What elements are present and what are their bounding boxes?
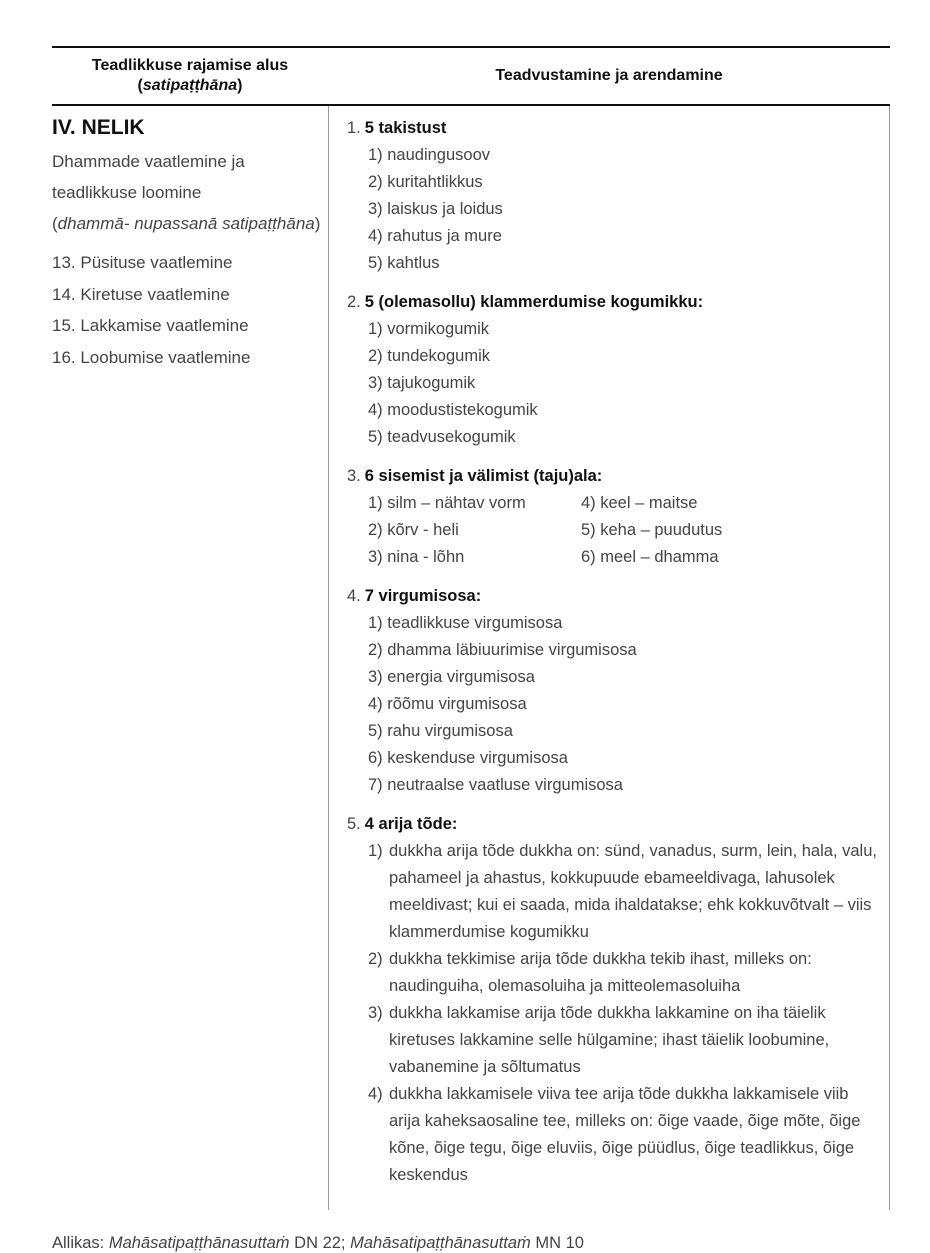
list-item: 5) keha – puudutus — [581, 521, 723, 539]
list-item: 4) keel – maitse — [581, 494, 698, 512]
group-awakening-factors — [347, 583, 889, 799]
list-item: 4) rõõmu virgumisosa — [368, 695, 527, 713]
left-column — [52, 106, 328, 1210]
list-row — [347, 517, 889, 544]
list-item: 4) rahutus ja mure — [368, 227, 502, 245]
list-item: 5) rahu virgumisosa — [368, 722, 513, 740]
table-header — [52, 46, 890, 106]
group-hindrances — [347, 115, 889, 277]
header-left-term: (satipaṭṭhāna) — [137, 77, 243, 94]
source-footer: Allikas: Mahāsatipaṭṭhānasuttaṁ DN 22; Mahāsatipaṭṭhānasuttaṁ MN 10 — [52, 1234, 584, 1252]
group-title: 5. 4 arija tõde: — [347, 815, 458, 833]
list-item: 13. Püsituse vaatlemine — [52, 253, 233, 272]
list-item: 2) dhamma läbiuurimise virgumisosa — [368, 641, 637, 659]
list-row — [347, 544, 889, 571]
group-title: 4. 7 virgumisosa: — [347, 587, 482, 605]
list-item: 1) vormikogumik — [368, 320, 490, 338]
group-title: 3. 6 sisemist ja välimist (taju)ala: — [347, 467, 603, 485]
list-item: 3) dukkha lakkamise arija tõde dukkha lakkamine on iha täielik kiretuses lakkamine selle hülgamine; ihast täielik loobumine, vabanemine ja sõltumatus — [368, 1004, 830, 1076]
header-left-title: Teadlikkuse rajamise alus — [91, 57, 289, 74]
list-item: 3) nina - lõhn — [368, 548, 465, 566]
right-column — [328, 106, 890, 1210]
list-item: 15. Lakkamise vaatlemine — [52, 316, 249, 335]
list-item: 14. Kiretuse vaatlemine — [52, 284, 230, 304]
list-item: 5) kahtlus — [368, 254, 440, 272]
list-item: 2) kõrv - heli — [368, 521, 459, 539]
table-body — [52, 106, 890, 1210]
list-item: 7) neutraalse vaatluse virgumisosa — [368, 776, 623, 794]
header-left — [52, 48, 328, 104]
table — [52, 46, 890, 1210]
list-item: 3) laiskus ja loidus — [368, 200, 503, 218]
group-title: 2. 5 (olemasollu) klammerdumise kogumikku: — [347, 293, 704, 311]
list-item: 1) teadlikkuse virgumisosa — [368, 614, 563, 632]
header-right: Teadvustamine ja arendamine — [495, 67, 723, 84]
list-item: 2) dukkha tekkimise arija tõde dukkha tekib ihast, milleks on: naudinguiha, olemasoluiha ja mitteolemasoluiha — [368, 950, 812, 995]
list-item: 6) meel – dhamma — [581, 548, 719, 566]
list-item: 3) tajukogumik — [368, 374, 476, 392]
list-item: 16. Loobumise vaatlemine — [52, 347, 251, 367]
list-item: 1) dukkha arija tõde dukkha on: sünd, vanadus, surm, lein, hala, valu, pahameel ja ahastus, kokkupuude ebameeldivaga, lahusolek meeldivast; kui ei saada, mida ihaldatakse; ehk kokkuvõtvalt – viis klammerdumise kogumikku — [368, 842, 877, 941]
group-noble-truths — [347, 811, 889, 1189]
list-item: 1) naudingusoov — [368, 146, 491, 164]
list-item: 2) kuritahtlikkus — [368, 173, 483, 191]
group-aggregates — [347, 289, 889, 451]
list-row — [347, 490, 889, 517]
section-title: IV. NELIK — [52, 116, 145, 139]
group-sense-bases — [347, 463, 889, 571]
group-title: 1. 5 takistust — [347, 119, 447, 137]
list-item: 4) dukkha lakkamisele viiva tee arija tõde dukkha lakkamisele viib arija kaheksaosaline tee, milleks on: õige vaade, õige mõte, õige kõne, õige tegu, õige eluviis, õige püüdlus, õige teadlikkus, õige keskendus — [368, 1085, 861, 1184]
section-description: Dhammade vaatlemine ja teadlikkuse loomine (dhammā- nupassanā satipaṭṭhāna) — [52, 152, 321, 233]
list-item: 3) energia virgumisosa — [368, 668, 535, 686]
list-item: 4) moodustistekogumik — [368, 401, 538, 419]
list-item: 1) silm – nähtav vorm — [368, 494, 526, 512]
list-item: 6) keskenduse virgumisosa — [368, 749, 568, 767]
list-item: 5) teadvusekogumik — [368, 428, 516, 446]
list-item: 2) tundekogumik — [368, 347, 490, 365]
left-list — [52, 247, 328, 373]
